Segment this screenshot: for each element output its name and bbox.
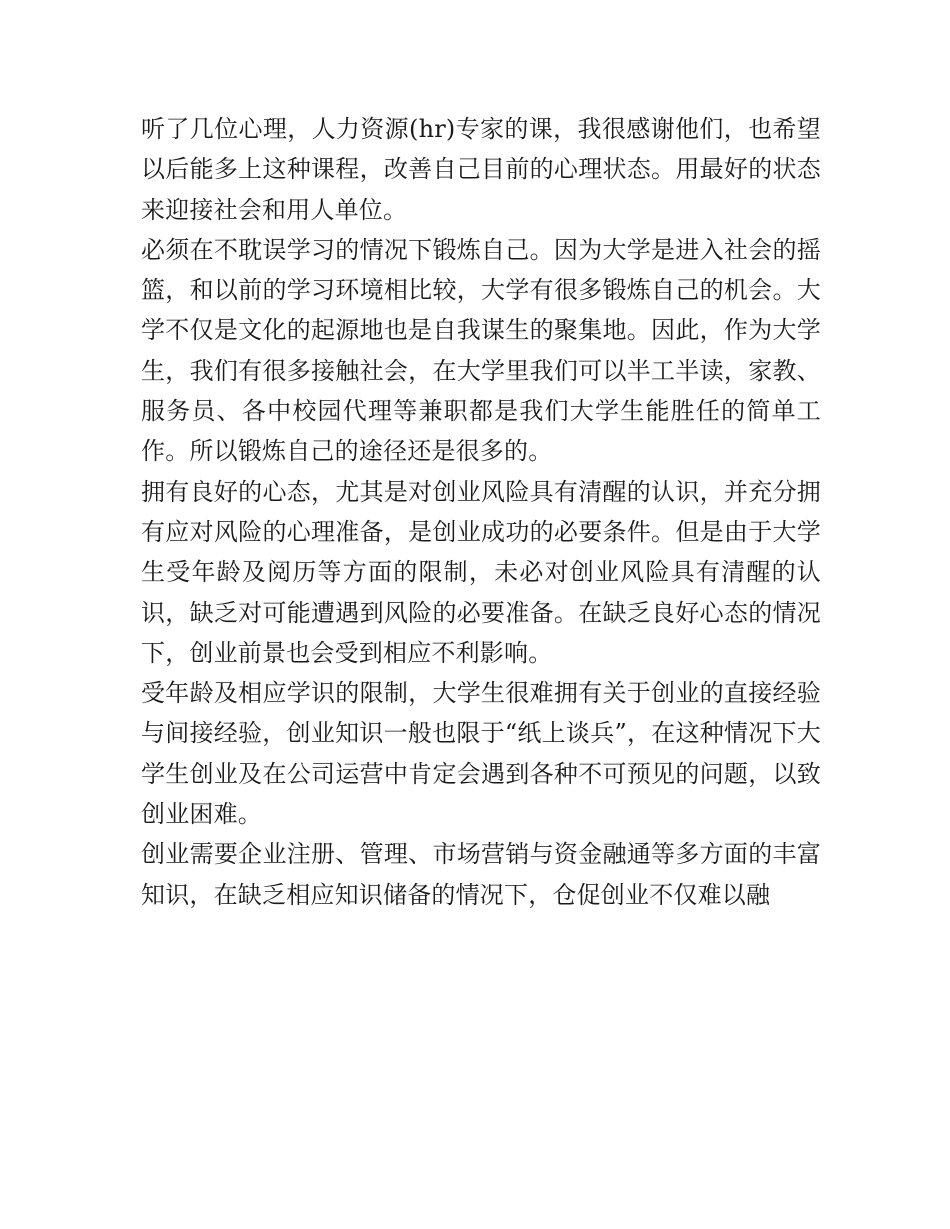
paragraph-experience: 受年龄及相应学识的限制，大学生很难拥有关于创业的直接经验与间接经验，创业知识一般也限于“纸上谈兵”，在这种情况下大学生创业及在公司运营中肯定会遇到各种不可预见的问题，以致创业困难。 [141, 679, 821, 829]
paragraph-mindset: 拥有良好的心态，尤其是对创业风险具有清醒的认识，并充分拥有应对风险的心理准备，是创业成功的必要条件。但是由于大学生受年龄及阅历等方面的限制，未必对创业风险具有清醒的认识，缺乏对可能遭遇到风险的必要准备。在缺乏良好心态的情况下，创业前景也会受到相应不利影响。 [141, 477, 821, 667]
document-body [141, 109, 821, 915]
paragraph-knowledge: 创业需要企业注册、管理、市场营销与资金融通等多方面的丰富知识，在缺乏相应知识储备的情况下，仓促创业不仅难以融 [141, 840, 821, 909]
paragraph-hr-course: 听了几位心理，人力资源(hr)专家的课，我很感谢他们，也希望以后能多上这种课程，改善自己目前的心理状态。用最好的状态来迎接社会和用人单位。 [141, 115, 821, 224]
paragraph-self-training: 必须在不耽误学习的情况下锻炼自己。因为大学是进入社会的摇篮，和以前的学习环境相比较，大学有很多锻炼自己的机会。大学不仅是文化的起源地也是自我谋生的聚集地。因此，作为大学生，我们有很多接触社会，在大学里我们可以半工半读，家教、服务员、各中校园代理等兼职都是我们大学生能胜任的简单工作。所以锻炼自己的途径还是很多的。 [141, 235, 821, 466]
